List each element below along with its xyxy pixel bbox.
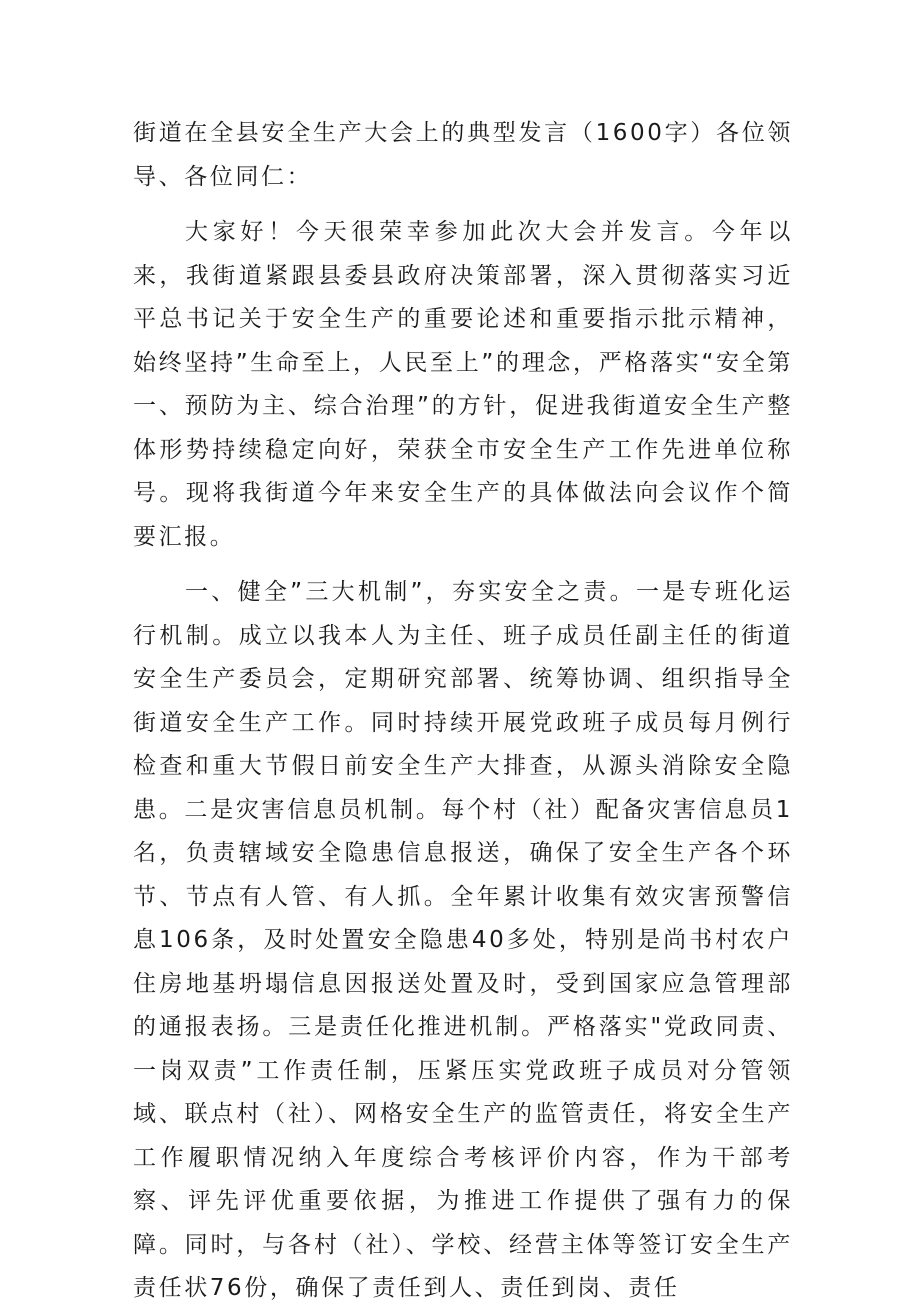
document-body (133, 112, 793, 1311)
document-heading-line: 街道在全县安全生产大会上的典型发言（1600字）各位领导、各位同仁： (133, 120, 793, 190)
paragraph-greeting: 大家好！今天很荣幸参加此次大会并发言。今年以来，我街道紧跟县委县政府决策部署，深入贯彻落实习近平总书记关于安全生产的重要论述和重要指示批示精神，始终坚持”生命至上，人民至上”的理念，严格落实“安全第一、预防为主、综合治理”的方针，促进我街道安全生产整体形势持续稳定向好，荣获全市安全生产工作先进单位称号。现将我街道今年来安全生产的具体做法向会议作个简要汇报。 (133, 219, 793, 550)
paragraph-three-mechanisms: 一、健全”三大机制”，夯实安全之责。一是专班化运行机制。成立以我本人为主任、班子成员任副主任的街道安全生产委员会，定期研究部署、统筹协调、组织指导全街道安全生产工作。同时持续开展党政班子成员每月例行检查和重大节假日前安全生产大排查，从源头消除安全隐患。二是灾害信息员机制。每个村（社）配备灾害信息员1名，负责辖域安全隐患信息报送，确保了安全生产各个环节、节点有人管、有人抓。全年累计收集有效灾害预警信息106条，及时处置安全隐患40多处，特别是尚书村农户住房地基坍塌信息因报送处置及时，受到国家应急管理部的通报表扬。三是责任化推进机制。严格落实"党政同责、一岗双责”工作责任制，压紧压实党政班子成员对分管领域、联点村（社）、网格安全生产的监管责任，将安全生产工作履职情况纳入年度综合考核评价内容，作为干部考察、评先评优重要依据，为推进工作提供了强有力的保障。同时，与各村（社）、学校、经营主体等签订安全生产责任状76份，确保了责任到人、责任到岗、责任 (133, 579, 793, 1301)
